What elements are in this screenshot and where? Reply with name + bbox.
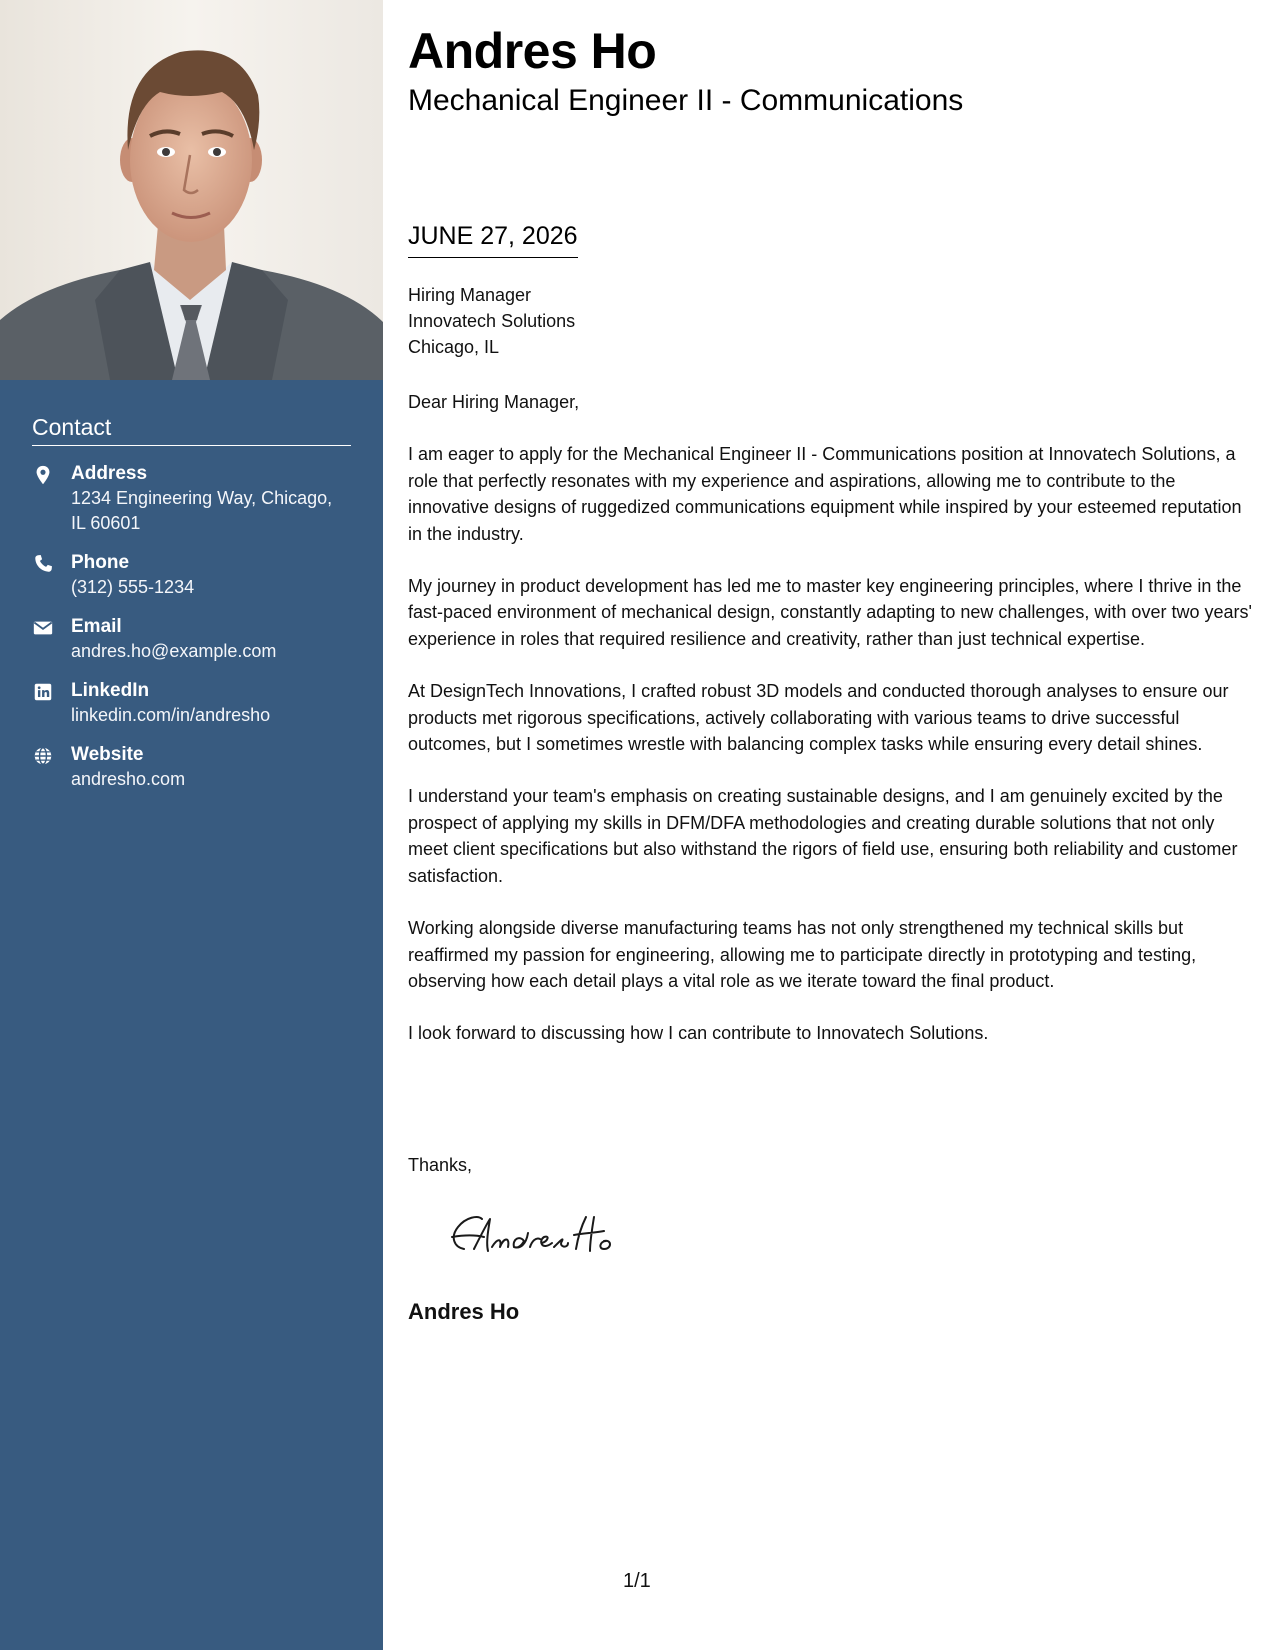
contact-phone xyxy=(32,551,351,600)
website-value[interactable]: andresho.com xyxy=(71,769,186,789)
email-value: andres.ho@example.com xyxy=(71,641,277,661)
paragraph: At DesignTech Innovations, I crafted robust 3D models and conducted thorough analyses to ensure our products met rigorous specifications, actively collaborating with various teams to drive successful outcomes, but I sometimes wrestle with balancing complex tasks while ensuring every detail shines. xyxy=(408,681,1229,755)
paragraph: I understand your team's emphasis on creating sustainable designs, and I am genuinely excited by the prospect of applying my skills in DFM/DFA methodologies and creating durable solutions that not only meet client specifications but also withstand the rigors of field use, ensuring both reliability and customer satisfaction. xyxy=(408,786,1238,886)
applicant-name: Andres Ho xyxy=(408,23,657,79)
linkedin-icon xyxy=(32,681,54,703)
website-label: Website xyxy=(71,744,144,765)
closing: Thanks, xyxy=(408,1155,473,1175)
linkedin-value[interactable]: linkedin.com/in/andresho xyxy=(71,705,271,725)
phone-label: Phone xyxy=(71,552,130,573)
phone-icon xyxy=(32,553,54,575)
recipient-line: Hiring Manager xyxy=(408,285,532,305)
email-label: Email xyxy=(71,616,122,637)
paragraph: I look forward to discussing how I can contribute to Innovatech Solutions. xyxy=(408,1023,989,1044)
globe-icon xyxy=(32,745,54,767)
contact-email xyxy=(32,615,351,664)
paragraph: I am eager to apply for the Mechanical Engineer II - Communications position at Innovatech Solutions, a role that perfectly resonates with my experience and aspirations, allowing me to contribute to the innovative designs of ruggedized communications equipment while inspired by your esteemed reputation in the industry. xyxy=(408,444,1242,544)
recipient-line: Innovatech Solutions xyxy=(408,311,576,331)
contact-section xyxy=(32,414,351,807)
address-value: 1234 Engineering Way, Chicago, IL 60601 xyxy=(71,488,333,533)
profile-photo xyxy=(0,0,383,380)
paragraph: Working alongside diverse manufacturing teams has not only strengthened my technical skills but reaffirmed my passion for engineering, allowing me to participate directly in prototyping and testing, observing how each detail plays a vital role as we iterate toward the final product. xyxy=(408,918,1197,991)
envelope-icon xyxy=(32,617,54,639)
contact-title: Contact xyxy=(32,414,351,446)
job-title: Mechanical Engineer II - Communications xyxy=(408,84,964,117)
letter-date: JUNE 27, 2026 xyxy=(408,222,578,258)
page-number: 1/1 xyxy=(623,1570,651,1592)
recipient-block xyxy=(408,282,575,360)
paragraph: My journey in product development has led me to master key engineering principles, where I thrive in the fast-paced environment of mechanical design, constantly adapting to new challenges, with over two years' experience in roles that required resilience and creativity, rather than just technical expertise. xyxy=(408,576,1252,649)
address-label: Address xyxy=(71,463,148,484)
map-pin-icon xyxy=(32,464,54,486)
contact-linkedin xyxy=(32,679,351,728)
recipient-line: Chicago, IL xyxy=(408,337,500,357)
linkedin-label: LinkedIn xyxy=(71,680,150,701)
sidebar xyxy=(0,0,383,1650)
phone-value: (312) 555-1234 xyxy=(71,577,195,597)
salutation: Dear Hiring Manager, xyxy=(408,392,580,412)
letter-body xyxy=(408,389,1253,1073)
contact-website xyxy=(32,743,351,792)
signer-name: Andres Ho xyxy=(408,1299,520,1324)
contact-address xyxy=(32,462,351,536)
handwritten-signature xyxy=(444,1207,634,1257)
